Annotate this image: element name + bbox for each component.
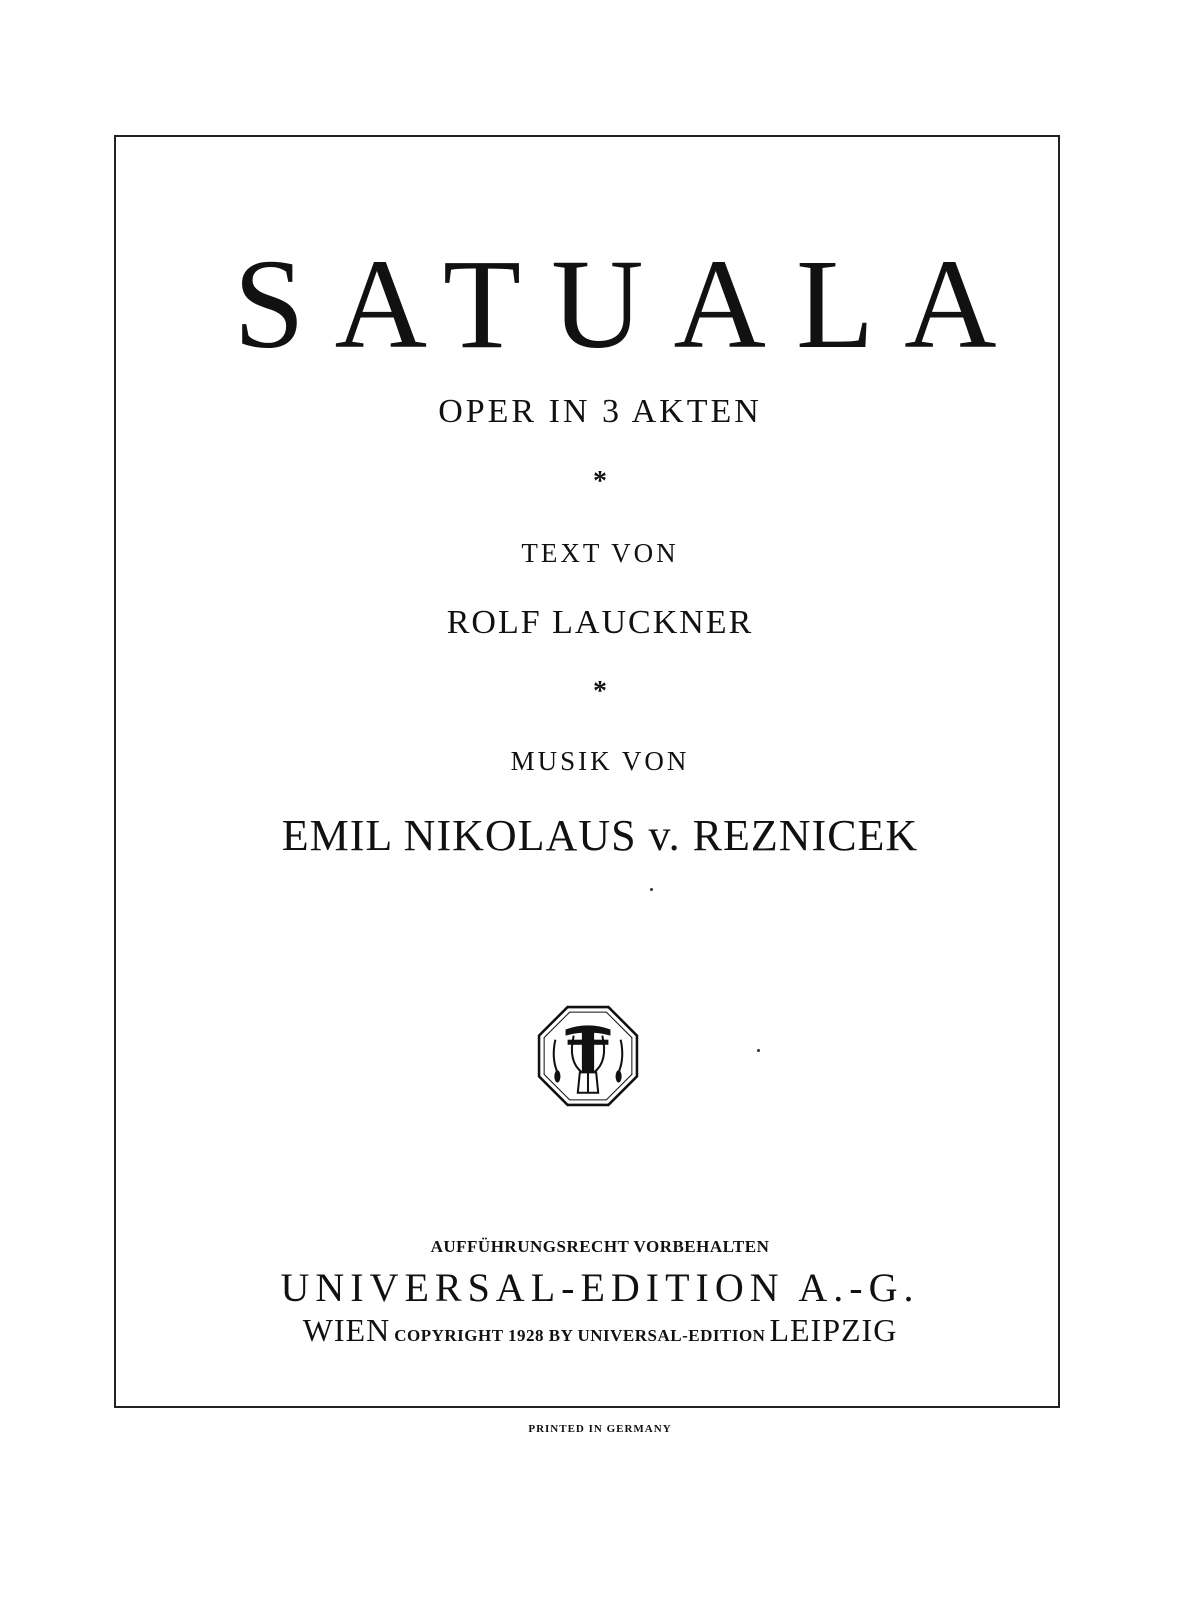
copyright-line	[0, 1314, 1200, 1346]
publisher-name: UNIVERSAL-EDITION A.-G.	[280, 1265, 920, 1310]
printed-in-notice: PRINTED IN GERMANY	[528, 1423, 672, 1435]
composer-name: EMIL NIKOLAUS v. REZNICEK	[281, 811, 919, 860]
opera-title: SATUALA	[233, 233, 1027, 375]
universal-edition-urn-emblem-icon	[537, 1005, 639, 1107]
separator-star: *	[593, 466, 607, 497]
performance-rights-notice: AUFFÜHRUNGSRECHT VORBEHALTEN	[430, 1237, 770, 1256]
opera-subtitle: OPER IN 3 AKTEN	[438, 393, 762, 430]
music-by-label: MUSIK VON	[510, 746, 690, 776]
print-speck	[650, 888, 653, 891]
city-right: LEIPZIG	[769, 1312, 898, 1348]
print-speck	[757, 1049, 760, 1052]
copyright-notice: COPYRIGHT 1928 BY UNIVERSAL-EDITION	[394, 1326, 766, 1345]
city-left: WIEN	[302, 1312, 391, 1348]
text-by-label: TEXT VON	[521, 538, 679, 568]
separator-star: *	[593, 676, 607, 707]
librettist-name: ROLF LAUCKNER	[446, 604, 754, 641]
